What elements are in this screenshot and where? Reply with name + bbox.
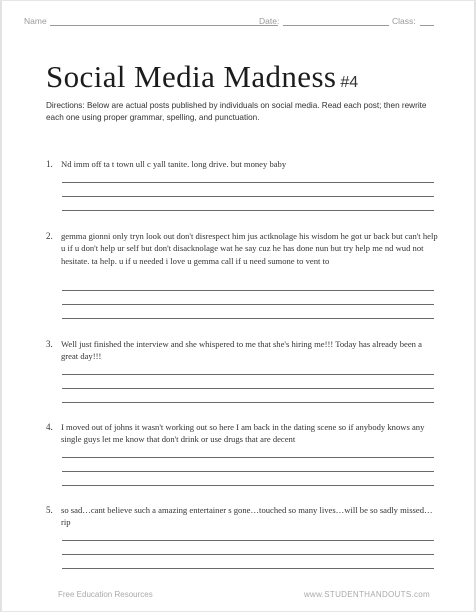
question-4 (46, 421, 436, 486)
question-2 (46, 230, 436, 325)
question-5 (46, 504, 436, 569)
answer-line[interactable] (62, 374, 434, 375)
answer-line[interactable] (62, 210, 434, 211)
answer-line[interactable] (62, 318, 434, 319)
answer-line[interactable] (62, 457, 434, 458)
answer-line[interactable] (62, 485, 434, 486)
answer-line[interactable] (62, 388, 434, 389)
answer-line[interactable] (62, 568, 434, 569)
page-title: Social Media Madness (46, 59, 337, 94)
question-text: Nd imm off ta t town ull c yall tanite. long drive. but money baby (61, 159, 287, 169)
answer-line[interactable] (62, 471, 434, 472)
question-number: 4. (46, 422, 53, 432)
answer-line[interactable] (62, 304, 434, 305)
answer-line[interactable] (62, 402, 434, 403)
footer-website: www.STUDENTHANDOUTS.com (303, 590, 430, 599)
question-number: 2. (46, 231, 53, 241)
question-1 (46, 158, 436, 218)
name-label: Name (24, 16, 47, 26)
answer-line[interactable] (62, 182, 434, 183)
title-row (46, 59, 358, 95)
question-text: so sad…cant believe such a amazing entertainer s gone…touched so many lives…will be so sadly missed…rip (61, 505, 433, 528)
answer-line[interactable] (62, 196, 434, 197)
question-text: gemma gionni only tryn look out don't disrespect him jus actknolage his wisdom he got ur back but can't help u if u don't help ur self but don't disacknolage wat he say cuz he has done nun but try help me nd wud not hesitate. ta help. u if u needed i love u gemma call if u need sumone to vent to (61, 231, 438, 266)
question-3 (46, 338, 436, 403)
question-number: 5. (46, 505, 53, 515)
worksheet-header (24, 16, 464, 30)
question-number: 1. (46, 159, 53, 169)
question-number: 3. (46, 339, 53, 349)
name-field-line (50, 25, 278, 26)
date-field-line (283, 25, 389, 26)
class-label: Class: (392, 16, 416, 26)
class-field-line (420, 25, 434, 26)
answer-line[interactable] (62, 554, 434, 555)
title-number: #4 (340, 74, 359, 91)
directions-text: Directions: Below are actual posts published by individuals on social media. Read each post; then rewrite each one using proper grammar, spelling, and punctuation. (46, 101, 427, 122)
answer-line[interactable] (62, 290, 434, 291)
question-text: Well just finished the interview and she whispered to me that she's hiring me!!! Today has already been a great day!!! (61, 339, 422, 362)
footer-source: Free Education Resources (58, 590, 153, 599)
date-label: Date: (259, 16, 280, 26)
question-text: I moved out of johns it wasn't working out so here I am back in the dating scene so if anybody knows any single guys let me know that don't drink or use drugs that are decent (61, 422, 425, 445)
answer-line[interactable] (62, 540, 434, 541)
